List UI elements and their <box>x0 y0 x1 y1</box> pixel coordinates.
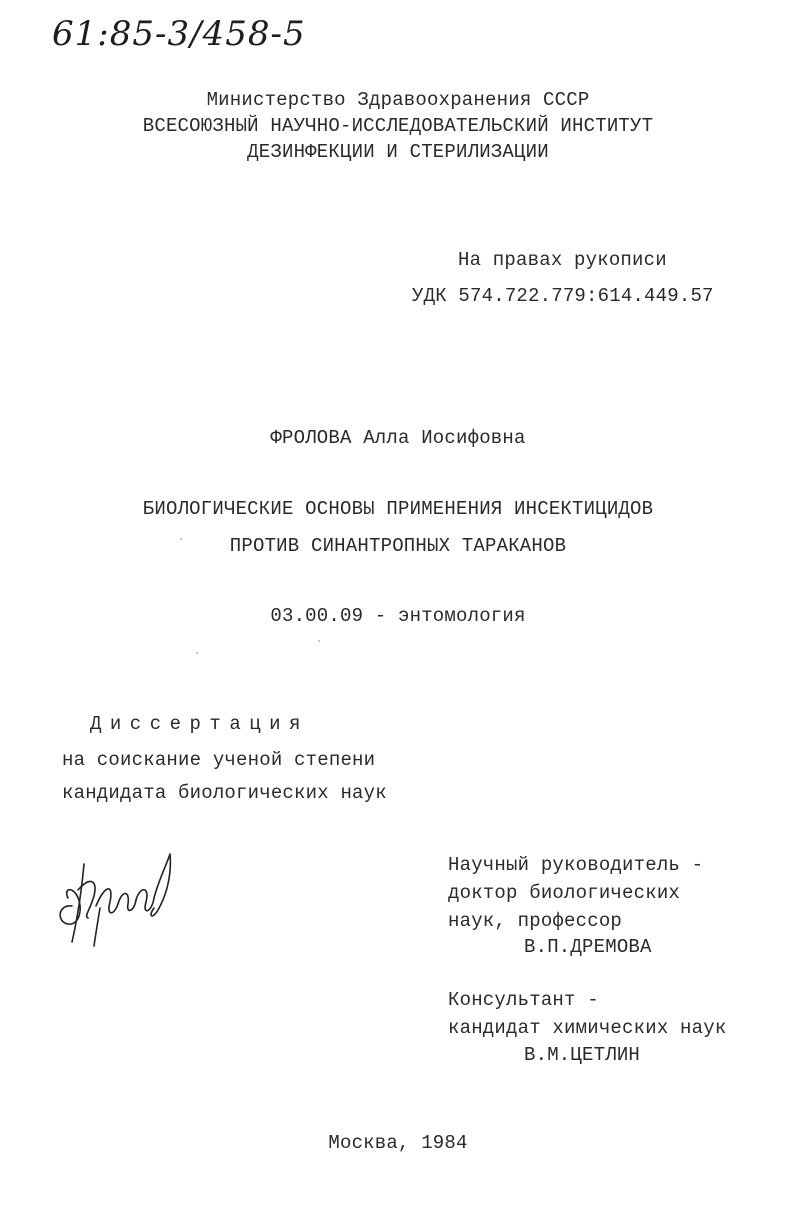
thesis-title-line1: БИОЛОГИЧЕСКИЕ ОСНОВЫ ПРИМЕНЕНИЯ ИНСЕКТИЦИДОВ <box>142 498 654 520</box>
supervisor-name: В.П.ДРЕМОВА <box>524 936 652 958</box>
ministry-name: Министерство Здравоохранения СССР <box>206 89 590 111</box>
consultant-role: Консультант - <box>448 989 599 1011</box>
supervisor-title: наук, профессор <box>448 910 623 932</box>
degree-line3: кандидата биологических наук <box>62 782 387 804</box>
institute-name-line2: ДЕЗИНФЕКЦИИ И СТЕРИЛИЗАЦИИ <box>247 141 549 163</box>
consultant-name: В.М.ЦЕТЛИН <box>524 1044 641 1066</box>
handwritten-signature <box>54 846 184 956</box>
consultant-degree: кандидат химических наук <box>448 1017 727 1039</box>
place-and-year: Москва, 1984 <box>328 1132 468 1154</box>
degree-line2: на соискание ученой степени <box>62 749 376 771</box>
handwritten-archive-code: 61:85-3/458-5 <box>52 14 306 54</box>
scan-speck <box>180 538 182 540</box>
thesis-title-line2: ПРОТИВ СИНАНТРОПНЫХ ТАРАКАНОВ <box>229 535 567 557</box>
manuscript-rights: На правах рукописи <box>458 249 667 271</box>
institute-name-line1: ВСЕСОЮЗНЫЙ НАУЧНО-ИССЛЕДОВАТЕЛЬСКИЙ ИНСТИТУТ <box>142 115 654 137</box>
degree-heading: Диссертация <box>90 713 309 735</box>
author-name: ФРОЛОВА Алла Иосифовна <box>270 427 526 449</box>
supervisor-role: Научный руководитель - <box>448 854 704 876</box>
udc-code: УДК 574.722.779:614.449.57 <box>412 285 714 307</box>
specialty-code: 03.00.09 - энтомология <box>270 605 526 627</box>
scan-speck <box>196 652 198 654</box>
scan-speck <box>318 640 320 642</box>
supervisor-degree: доктор биологических <box>448 882 681 904</box>
